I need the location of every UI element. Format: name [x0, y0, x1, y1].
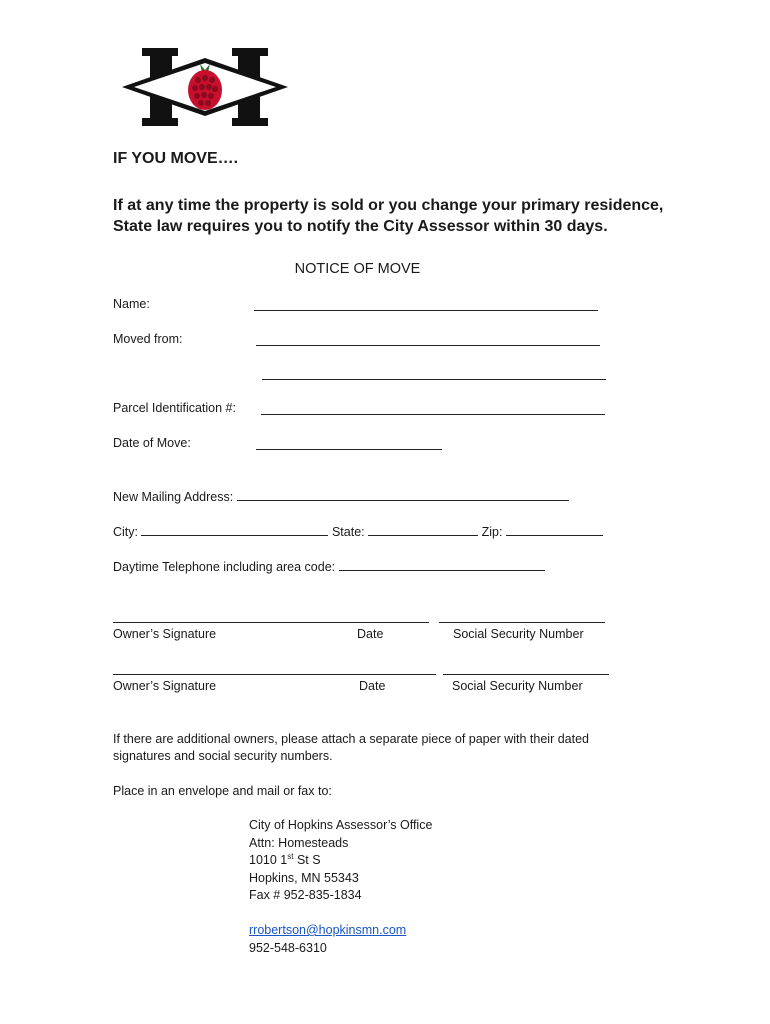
- name-field[interactable]: [254, 310, 598, 311]
- mailing-address-row: [113, 488, 569, 504]
- ssn-line-1[interactable]: [439, 622, 605, 623]
- heading: IF YOU MOVE….: [113, 150, 239, 167]
- mailing-address-label: New Mailing Address:: [113, 490, 234, 504]
- mailing-address-field[interactable]: [237, 488, 569, 501]
- state-label: State:: [331, 525, 365, 539]
- state-law-warning: [113, 195, 673, 237]
- phone-field[interactable]: [339, 558, 545, 571]
- warning-line-1: If at any time the property is sold or you change your primary residence,: [113, 197, 664, 214]
- owner-signature-label-2: Owner’s Signature: [113, 679, 217, 693]
- street-line: 1010 1st St S: [249, 852, 321, 867]
- attn-line: Attn: Homesteads: [249, 835, 349, 850]
- owner-signature-line-1[interactable]: [113, 622, 429, 623]
- mailing-address-block: [249, 817, 432, 957]
- mail-instruction: Place in an envelope and mail or fax to:: [113, 784, 332, 798]
- date-of-move-label: Date of Move:: [113, 436, 191, 450]
- office-phone: 952-548-6310: [249, 940, 327, 955]
- ssn-label-2: Social Security Number: [452, 679, 583, 693]
- warning-line-2: State law requires you to notify the City Assessor within 30 days.: [113, 218, 608, 235]
- ssn-label-1: Social Security Number: [453, 627, 584, 641]
- moved-from-label: Moved from:: [113, 332, 183, 346]
- name-label: Name:: [113, 297, 150, 311]
- fax-line: Fax # 952-835-1834: [249, 888, 362, 902]
- city-state-zip-row: [113, 523, 603, 539]
- city-state-zip-line: Hopkins, MN 55343: [249, 870, 359, 885]
- moved-from-field-line-2[interactable]: [262, 379, 606, 380]
- date-of-move-field[interactable]: [256, 449, 442, 450]
- city-label: City:: [113, 525, 138, 539]
- zip-field[interactable]: [506, 523, 603, 536]
- phone-label: Daytime Telephone including area code:: [113, 560, 336, 574]
- parcel-field[interactable]: [261, 414, 605, 415]
- additional-owners-note: If there are additional owners, please attach a separate piece of paper with their dated signatures and social security numbers.: [113, 732, 589, 763]
- email-link[interactable]: rrobertson@hopkinsmn.com: [249, 923, 407, 937]
- form-title: NOTICE OF MOVE: [294, 261, 421, 277]
- office-name: City of Hopkins Assessor’s Office: [249, 818, 433, 832]
- owner-signature-label-1: Owner’s Signature: [113, 627, 217, 641]
- zip-label: Zip:: [481, 525, 503, 539]
- phone-row: [113, 558, 545, 574]
- city-field[interactable]: [141, 523, 328, 536]
- owner-signature-line-2[interactable]: [113, 674, 436, 675]
- state-field[interactable]: [368, 523, 478, 536]
- parcel-label: Parcel Identification #:: [113, 401, 236, 415]
- hopkins-logo: [120, 46, 290, 128]
- date-label-2: Date: [359, 679, 386, 693]
- date-label-1: Date: [357, 627, 384, 641]
- moved-from-field[interactable]: [256, 345, 600, 346]
- ssn-line-2[interactable]: [443, 674, 609, 675]
